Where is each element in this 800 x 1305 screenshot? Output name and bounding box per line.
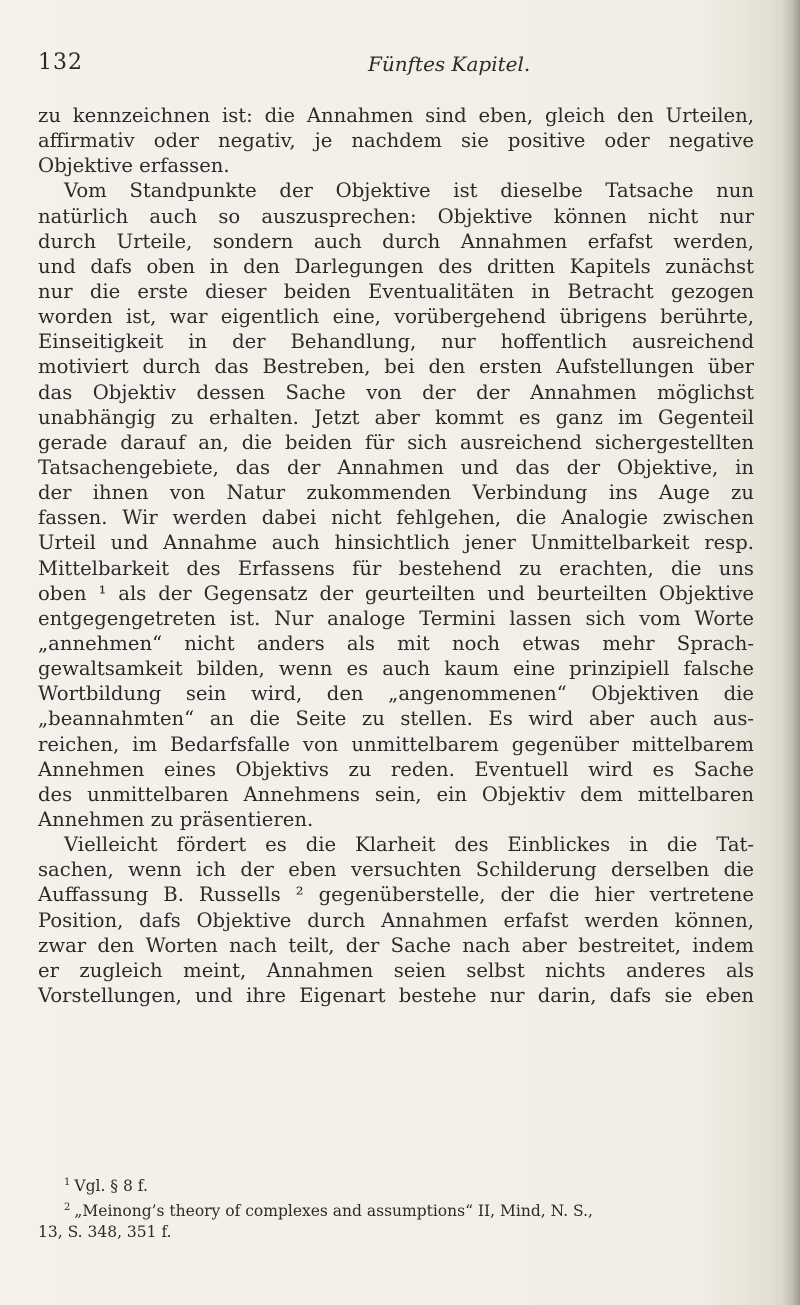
text-line: das Objektiv dessen Sache von der der Annahmen möglichst bbox=[38, 380, 754, 404]
text-line: Annehmen eines Objektivs zu reden. Eventuell wird es Sache bbox=[38, 757, 754, 781]
page-number: 132 bbox=[38, 50, 83, 75]
page-edge-shadow bbox=[782, 0, 800, 1305]
text-line: Urteil und Annahme auch hinsichtlich jener Unmittelbarkeit resp. bbox=[38, 531, 754, 555]
text-line: Vom Standpunkte der Objektive ist dieselbe Tatsache nun bbox=[64, 179, 754, 203]
text-line: Vielleicht fördert es die Klarheit des Einblickes in die Tat- bbox=[64, 833, 754, 857]
footnote-marker: 2 bbox=[64, 1202, 71, 1214]
footnotes bbox=[38, 1172, 754, 1243]
text-line: unabhängig zu erhalten. Jetzt aber kommt es ganz im Gegenteil bbox=[38, 405, 754, 429]
text-line: er zugleich meint, Annahmen seien selbst nichts anderes als bbox=[38, 958, 754, 982]
text-line: Auffassung B. Russells ² gegenüberstelle, der die hier vertretene bbox=[38, 883, 754, 907]
text-line: worden ist, war eigentlich eine, vorübergehend übrigens berührte, bbox=[38, 305, 754, 329]
text-line: gerade darauf an, die beiden für sich ausreichend sichergestellten bbox=[38, 430, 754, 454]
text-line: gewaltsamkeit bilden, wenn es auch kaum eine prinzipiell falsche bbox=[38, 657, 754, 681]
footnote-text: Vgl. § 8 f. bbox=[74, 1177, 148, 1196]
text-line: Wortbildung sein wird, den „angenommenen“ Objektiven die bbox=[38, 682, 754, 706]
text-line: des unmittelbaren Annehmens sein, ein Objektiv dem mittelbaren bbox=[38, 782, 754, 806]
text-line: zu kennzeichnen ist: die Annahmen sind eben, gleich den Urteilen, bbox=[38, 104, 754, 127]
text-line: und dafs oben in den Darlegungen des dritten Kapitels zunächst bbox=[38, 254, 754, 278]
footnote-text: „Meinong’s theory of complexes and assumptions“ II, Mind, N. S., bbox=[74, 1202, 593, 1221]
text-line: Vorstellungen, und ihre Eigenart bestehe nur darin, dafs sie eben bbox=[38, 983, 754, 1007]
text-line: Tatsachengebiete, das der Annahmen und das der Objektive, in bbox=[38, 455, 754, 479]
text-line: „beannahmten“ an die Seite zu stellen. Es wird aber auch aus- bbox=[38, 707, 754, 731]
text-line: „annehmen“ nicht anders als mit noch etwas mehr Sprach- bbox=[38, 631, 754, 655]
text-line: Mittelbarkeit des Erfassens für bestehend zu erachten, die uns bbox=[38, 556, 754, 580]
text-line: entgegengetreten ist. Nur analoge Termini lassen sich vom Worte bbox=[38, 606, 754, 630]
text-line: Annehmen zu präsentieren. bbox=[38, 807, 314, 831]
body-text bbox=[38, 103, 754, 1008]
text-line: der ihnen von Natur zukommenden Verbindung ins Auge zu bbox=[38, 481, 754, 505]
running-title: Fünftes Kapitel. bbox=[368, 52, 531, 76]
text-line: motiviert durch das Bestreben, bei den ersten Aufstellungen über bbox=[38, 355, 754, 379]
footnote-marker: 1 bbox=[64, 1177, 71, 1188]
text-line: oben ¹ als der Gegensatz der geurteilten und beurteilten Objektive bbox=[38, 581, 754, 605]
text-line: sachen, wenn ich der eben versuchten Schilderung derselben die bbox=[38, 858, 754, 882]
text-line: Objektive erfassen. bbox=[38, 154, 230, 178]
text-line: Position, dafs Objektive durch Annahmen erfafst werden können, bbox=[38, 908, 754, 932]
footnote-1 bbox=[38, 1172, 754, 1197]
text-line: affirmativ oder negativ, je nachdem sie positive oder negative bbox=[38, 129, 754, 153]
text-line: durch Urteile, sondern auch durch Annahmen erfafst werden, bbox=[38, 229, 754, 253]
text-line: zwar den Worten nach teilt, der Sache nach aber bestreitet, indem bbox=[38, 933, 754, 957]
footnote-2-continuation: 13, S. 348, 351 f. bbox=[38, 1223, 172, 1242]
text-line: nur die erste dieser beiden Eventualitäten in Betracht gezogen bbox=[38, 279, 754, 303]
page-header bbox=[38, 50, 754, 84]
text-line: Einseitigkeit in der Behandlung, nur hoffentlich ausreichend bbox=[38, 330, 754, 354]
footnote-2 bbox=[38, 1197, 754, 1222]
text-line: fassen. Wir werden dabei nicht fehlgehen, die Analogie zwischen bbox=[38, 506, 754, 530]
text-line: natürlich auch so auszusprechen: Objektive können nicht nur bbox=[38, 204, 754, 228]
text-line: reichen, im Bedarfsfalle von unmittelbarem gegenüber mittelbarem bbox=[38, 732, 754, 756]
